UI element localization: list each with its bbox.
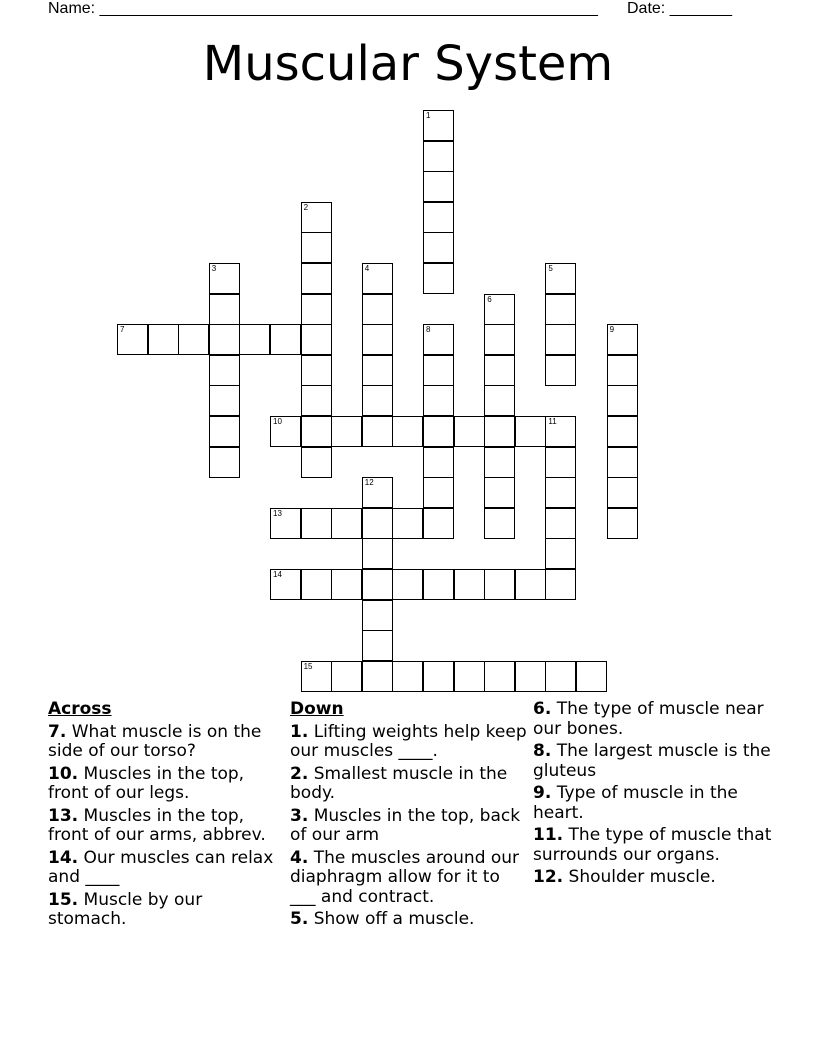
grid-cell[interactable] bbox=[362, 600, 393, 631]
grid-cell[interactable] bbox=[607, 385, 638, 416]
clue-text: The muscles around our diaphragm allow for it to ___ and contract. bbox=[290, 847, 520, 907]
grid-cell[interactable] bbox=[545, 355, 576, 386]
grid-cell[interactable] bbox=[423, 171, 454, 202]
grid-cell[interactable] bbox=[301, 447, 332, 478]
clue-number: 12. bbox=[533, 867, 564, 887]
grid-cell[interactable] bbox=[209, 324, 240, 355]
grid-cell[interactable] bbox=[484, 661, 515, 692]
grid-cell[interactable] bbox=[362, 355, 393, 386]
clue-text: The largest muscle is the gluteus bbox=[533, 741, 771, 781]
clue-number: 2. bbox=[290, 763, 309, 784]
grid-cell[interactable] bbox=[423, 385, 454, 416]
grid-cell[interactable] bbox=[423, 232, 454, 263]
grid-cell[interactable] bbox=[515, 569, 546, 600]
cell-number: 2 bbox=[303, 202, 309, 212]
grid-cell[interactable] bbox=[607, 416, 638, 447]
cell-number: 6 bbox=[487, 294, 492, 304]
clue-text: Muscle by our stomach. bbox=[48, 889, 203, 929]
grid-cell[interactable] bbox=[607, 508, 638, 539]
down-heading: Down bbox=[290, 699, 344, 719]
clue-across-7 bbox=[48, 723, 283, 762]
clue-number: 11. bbox=[533, 825, 564, 845]
grid-cell[interactable] bbox=[301, 294, 332, 325]
grid-cell[interactable] bbox=[209, 294, 240, 325]
grid-cell[interactable] bbox=[423, 447, 454, 478]
grid-cell[interactable] bbox=[515, 416, 546, 447]
grid-cell[interactable] bbox=[484, 508, 515, 539]
cell-number: 4 bbox=[364, 264, 370, 273]
clue-number: 6. bbox=[533, 699, 552, 719]
cell-number: 8 bbox=[426, 325, 431, 335]
clue-number: 9. bbox=[533, 783, 552, 803]
page-title: Muscular System bbox=[202, 36, 614, 92]
grid-cell[interactable] bbox=[484, 324, 515, 355]
grid-cell[interactable] bbox=[484, 416, 515, 447]
cell-number: 11 bbox=[548, 417, 557, 426]
cell-number: 3 bbox=[211, 264, 217, 273]
grid-cell[interactable] bbox=[362, 569, 393, 600]
grid-cell[interactable] bbox=[484, 294, 515, 325]
grid-cell[interactable] bbox=[454, 661, 485, 692]
clue-down-9 bbox=[533, 784, 773, 823]
down-clues-continued bbox=[533, 700, 773, 891]
grid-cell[interactable] bbox=[484, 569, 515, 600]
cell-number: 7 bbox=[120, 325, 125, 335]
grid-cell[interactable] bbox=[545, 294, 576, 325]
across-heading: Across bbox=[48, 699, 112, 719]
grid-cell[interactable] bbox=[301, 202, 332, 233]
grid-cell[interactable] bbox=[545, 447, 576, 478]
grid-cell[interactable] bbox=[362, 324, 393, 355]
clue-text: Our muscles can relax and ____ bbox=[48, 847, 274, 887]
grid-cell[interactable] bbox=[392, 661, 423, 692]
cell-number: 13 bbox=[273, 508, 282, 518]
clue-number: 7. bbox=[48, 721, 67, 742]
grid-cell[interactable] bbox=[362, 416, 393, 447]
clue-number: 10. bbox=[48, 763, 79, 784]
grid-cell[interactable] bbox=[484, 355, 515, 386]
clue-down-5 bbox=[290, 910, 530, 930]
clue-text: Shoulder muscle. bbox=[568, 867, 716, 887]
grid-cell[interactable] bbox=[545, 569, 576, 600]
grid-cell[interactable] bbox=[331, 569, 362, 600]
grid-cell[interactable] bbox=[515, 661, 546, 692]
clue-text: Muscles in the top, front of our legs. bbox=[48, 763, 245, 803]
grid-cell[interactable] bbox=[301, 385, 332, 416]
clue-number: 15. bbox=[48, 889, 79, 910]
grid-cell[interactable] bbox=[423, 202, 454, 233]
grid-cell[interactable] bbox=[423, 110, 454, 141]
grid-cell[interactable] bbox=[423, 508, 454, 539]
grid-cell[interactable] bbox=[607, 477, 638, 508]
cell-number: 15 bbox=[303, 661, 313, 671]
grid-cell[interactable] bbox=[301, 508, 332, 539]
grid-cell[interactable] bbox=[545, 508, 576, 539]
grid-cell[interactable] bbox=[270, 508, 301, 539]
cell-number: 9 bbox=[609, 325, 615, 335]
grid-cell[interactable] bbox=[545, 538, 576, 569]
grid-cell[interactable] bbox=[209, 355, 240, 386]
cell-number: 14 bbox=[273, 570, 282, 579]
down-clues bbox=[290, 700, 530, 933]
grid-cell[interactable] bbox=[576, 661, 607, 692]
clue-number: 4. bbox=[290, 847, 309, 868]
grid-cell[interactable] bbox=[362, 477, 393, 508]
clue-down-3 bbox=[290, 807, 530, 846]
grid-cell[interactable] bbox=[270, 569, 301, 600]
clue-text: Type of muscle in the heart. bbox=[533, 783, 738, 823]
grid-cell[interactable] bbox=[270, 324, 301, 355]
grid-cell[interactable] bbox=[454, 569, 485, 600]
grid-cell[interactable] bbox=[301, 416, 332, 447]
grid-cell[interactable] bbox=[607, 355, 638, 386]
clue-down-6 bbox=[533, 700, 773, 739]
grid-cell[interactable] bbox=[117, 324, 148, 355]
clue-number: 3. bbox=[290, 805, 309, 826]
grid-cell[interactable] bbox=[484, 477, 515, 508]
clue-number: 1. bbox=[290, 721, 309, 742]
clue-text: Show off a muscle. bbox=[313, 909, 475, 929]
grid-cell[interactable] bbox=[209, 263, 240, 294]
clue-across-10 bbox=[48, 765, 283, 804]
cell-number: 1 bbox=[426, 111, 431, 120]
grid-cell[interactable] bbox=[392, 508, 423, 539]
grid-cell[interactable] bbox=[209, 416, 240, 447]
grid-cell[interactable] bbox=[545, 661, 576, 692]
grid-cell[interactable] bbox=[331, 661, 362, 692]
grid-cell[interactable] bbox=[545, 477, 576, 508]
grid-cell[interactable] bbox=[209, 447, 240, 478]
grid-cell[interactable] bbox=[209, 385, 240, 416]
grid-cell[interactable] bbox=[331, 416, 362, 447]
clue-across-14 bbox=[48, 849, 283, 888]
clue-down-8 bbox=[533, 742, 773, 781]
clue-down-11 bbox=[533, 826, 773, 865]
clue-down-2 bbox=[290, 765, 530, 804]
clue-text: Muscles in the top, back of our arm bbox=[290, 805, 521, 845]
clue-text: Smallest muscle in the body. bbox=[290, 763, 508, 803]
clue-across-15 bbox=[48, 891, 283, 930]
clue-number: 13. bbox=[48, 805, 79, 826]
clue-text: The type of muscle near our bones. bbox=[533, 699, 764, 739]
grid-cell[interactable] bbox=[301, 232, 332, 263]
date-field: Date: _______ bbox=[627, 0, 732, 17]
grid-cell[interactable] bbox=[545, 416, 576, 447]
cell-number: 5 bbox=[548, 264, 553, 273]
clue-number: 5. bbox=[290, 909, 309, 929]
grid-cell[interactable] bbox=[301, 324, 332, 355]
grid-cell[interactable] bbox=[362, 263, 393, 294]
grid-cell[interactable] bbox=[607, 324, 638, 355]
clue-text: What muscle is on the side of our torso? bbox=[48, 721, 262, 761]
clue-down-4 bbox=[290, 849, 530, 908]
grid-cell[interactable] bbox=[484, 385, 515, 416]
grid-cell[interactable] bbox=[607, 447, 638, 478]
grid-cell[interactable] bbox=[423, 324, 454, 355]
clue-number: 14. bbox=[48, 847, 79, 868]
grid-cell[interactable] bbox=[423, 355, 454, 386]
grid-cell[interactable] bbox=[362, 661, 393, 692]
grid-cell[interactable] bbox=[423, 263, 454, 294]
cell-number: 12 bbox=[364, 478, 374, 488]
grid-cell[interactable] bbox=[392, 416, 423, 447]
grid-cell[interactable] bbox=[301, 355, 332, 386]
grid-cell[interactable] bbox=[362, 508, 393, 539]
clue-down-1 bbox=[290, 723, 530, 762]
grid-cell[interactable] bbox=[301, 263, 332, 294]
grid-cell[interactable] bbox=[301, 661, 332, 692]
grid-cell[interactable] bbox=[239, 324, 270, 355]
clue-down-12 bbox=[533, 868, 773, 888]
grid-cell[interactable] bbox=[331, 508, 362, 539]
grid-cell[interactable] bbox=[392, 569, 423, 600]
grid-cell[interactable] bbox=[423, 477, 454, 508]
grid-cell[interactable] bbox=[362, 385, 393, 416]
grid-cell[interactable] bbox=[454, 416, 485, 447]
grid-cell[interactable] bbox=[362, 294, 393, 325]
clue-across-13 bbox=[48, 807, 283, 846]
grid-cell[interactable] bbox=[545, 263, 576, 294]
clue-number: 8. bbox=[533, 741, 552, 761]
across-clues bbox=[48, 700, 283, 933]
cell-number: 10 bbox=[273, 417, 282, 426]
clue-text: Lifting weights help keep our muscles ____. bbox=[290, 721, 527, 761]
grid-cell[interactable] bbox=[362, 630, 393, 661]
grid-cell[interactable] bbox=[484, 447, 515, 478]
clue-text: The type of muscle that surrounds our organs. bbox=[533, 825, 772, 865]
grid-cell[interactable] bbox=[301, 569, 332, 600]
grid-cell[interactable] bbox=[423, 661, 454, 692]
grid-cell[interactable] bbox=[423, 416, 454, 447]
grid-cell[interactable] bbox=[545, 324, 576, 355]
grid-cell[interactable] bbox=[423, 569, 454, 600]
name-field: Name: ________________________________________________________ bbox=[48, 0, 598, 17]
grid-cell[interactable] bbox=[423, 141, 454, 172]
grid-cell[interactable] bbox=[270, 416, 301, 447]
grid-cell[interactable] bbox=[362, 538, 393, 569]
grid-cell[interactable] bbox=[148, 324, 179, 355]
grid-cell[interactable] bbox=[178, 324, 209, 355]
clue-text: Muscles in the top, front of our arms, abbrev. bbox=[48, 805, 266, 845]
